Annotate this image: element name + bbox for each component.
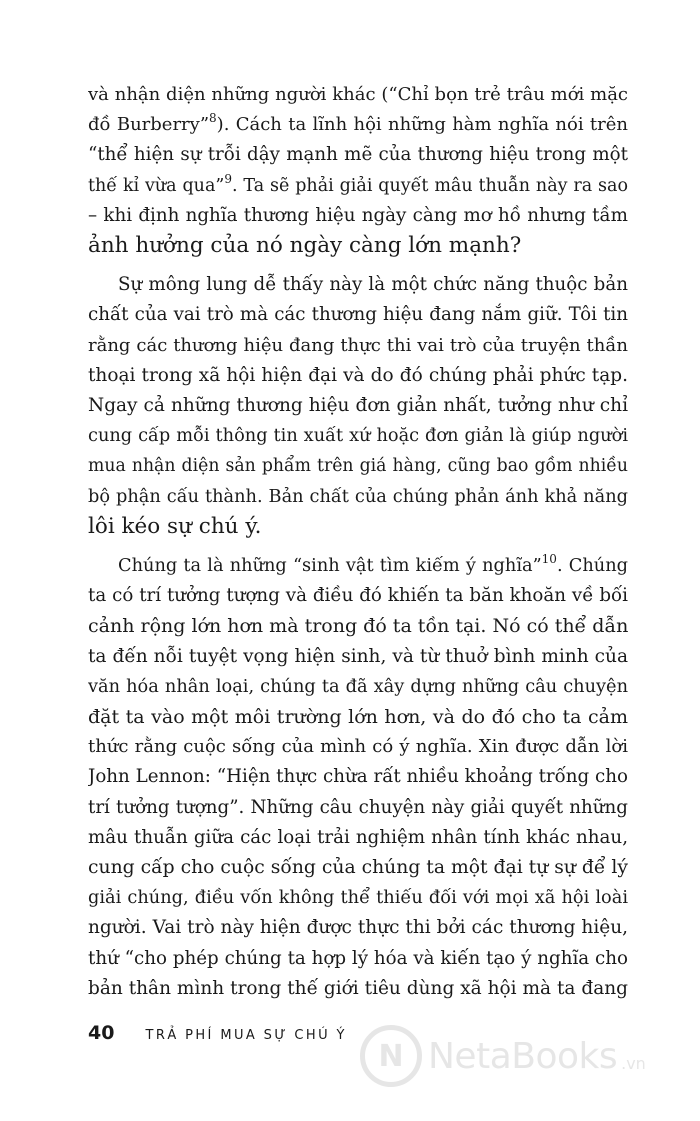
- text-fragment: Chúng ta là những “sinh vật tìm kiếm ý nghĩa”: [118, 556, 542, 577]
- text-line: ảnh hưởng của nó ngày càng lớn mạnh?: [88, 233, 522, 259]
- text-line: – khi định nghĩa thương hiệu ngày càng mơ hồ nhưng tầm: [88, 204, 628, 226]
- running-head: TRẢ PHÍ MUA SỰ CHÚ Ý: [145, 1028, 347, 1043]
- page-number: 40: [88, 1022, 115, 1044]
- text-line: “thể hiện sự trỗi dậy mạnh mẽ của thương hiệu trong một: [88, 144, 628, 166]
- text-line: chất của vai trò mà các thương hiệu đang nắm giữ. Tôi tin: [88, 304, 628, 326]
- text-fragment: thế kỉ vừa qua”: [88, 175, 225, 196]
- text-line: cung cấp mỗi thông tin xuất xứ hoặc đơn giản là giúp người: [88, 426, 628, 447]
- text-line: John Lennon: “Hiện thực chừa rất nhiều khoảng trống cho: [88, 766, 628, 788]
- text-line: và nhận diện những người khác (“Chỉ bọn trẻ trâu mới mặc: [88, 84, 628, 105]
- text-fragment: đồ Burberry”: [88, 114, 210, 136]
- page-footer: [88, 1022, 347, 1044]
- paragraph-2: [88, 270, 628, 542]
- text-line: bộ phận cấu thành. Bản chất của chúng phản ánh khả năng: [88, 486, 628, 507]
- logo-letter: N: [378, 1038, 404, 1074]
- text-line: cảnh rộng lớn hơn mà trong đó ta tồn tại. Nó có thể dẫn: [88, 615, 628, 638]
- text-line: Ngay cả những thương hiệu đơn giản nhất, tưởng như chỉ: [88, 395, 628, 417]
- text-line: lôi kéo sự chú ý.: [88, 513, 262, 539]
- text-line: đặt ta vào một môi trường lớn hơn, và do đó cho ta cảm: [88, 706, 628, 729]
- text-line: ta đến nỗi tuyệt vọng hiện sinh, và từ thuở bình minh của: [88, 645, 628, 667]
- text-line: mua nhận diện sản phẩm trên giá hàng, cũng bao gồm nhiều: [88, 456, 628, 477]
- watermark: [360, 1016, 690, 1096]
- footnote-ref-10: 10: [541, 552, 557, 567]
- text-line: [88, 110, 628, 140]
- body-text: [88, 80, 628, 1013]
- text-line: Sự mông lung dễ thấy này là một chức năng thuộc bản: [118, 274, 628, 296]
- text-line: rằng các thương hiệu đang thực thi vai trò của truyện thần: [88, 334, 628, 356]
- text-line: thức rằng cuộc sống của mình có ý nghĩa. Xin được dẫn lời: [88, 736, 628, 758]
- text-line: mâu thuẫn giữa các loại trải nghiệm nhân tính khác nhau,: [88, 826, 628, 848]
- text-fragment: ). Cách ta lĩnh hội những hàm nghĩa nói trên: [216, 114, 628, 136]
- text-line: [88, 171, 628, 201]
- text-line: giải chúng, điều vốn không thể thiếu đối với mọi xã hội loài: [88, 888, 628, 909]
- text-fragment: . Chúng: [556, 556, 628, 577]
- text-line: thoại trong xã hội hiện đại và do đó chúng phải phức tạp.: [88, 364, 628, 386]
- footnote-ref-8: 8: [209, 111, 217, 126]
- netabooks-logo-icon: [360, 1025, 422, 1087]
- text-line: thứ “cho phép chúng ta hợp lý hóa và kiến tạo ý nghĩa cho: [88, 947, 628, 969]
- paragraph-1: [88, 80, 628, 261]
- watermark-suffix: .vn: [621, 1053, 646, 1073]
- watermark-brand: NetaBooks: [428, 1035, 618, 1077]
- paragraph-3: [88, 551, 628, 1004]
- text-line: văn hóa nhân loại, chúng ta đã xây dựng những câu chuyện: [88, 676, 628, 697]
- text-line: người. Vai trò này hiện được thực thi bởi các thương hiệu,: [88, 917, 628, 939]
- text-line: trí tưởng tượng”. Những câu chuyện này giải quyết những: [88, 796, 628, 818]
- text-fragment: . Ta sẽ phải giải quyết mâu thuẫn này ra sao: [231, 175, 628, 196]
- text-line: ta có trí tưởng tượng và điều đó khiến ta băn khoăn về bối: [88, 585, 628, 607]
- text-line: [88, 551, 628, 581]
- footnote-ref-9: 9: [224, 171, 232, 186]
- text-line: cung cấp cho cuộc sống của chúng ta một đại tự sự để lý: [88, 857, 628, 879]
- text-line: bản thân mình trong thế giới tiêu dùng xã hội mà ta đang: [88, 977, 628, 999]
